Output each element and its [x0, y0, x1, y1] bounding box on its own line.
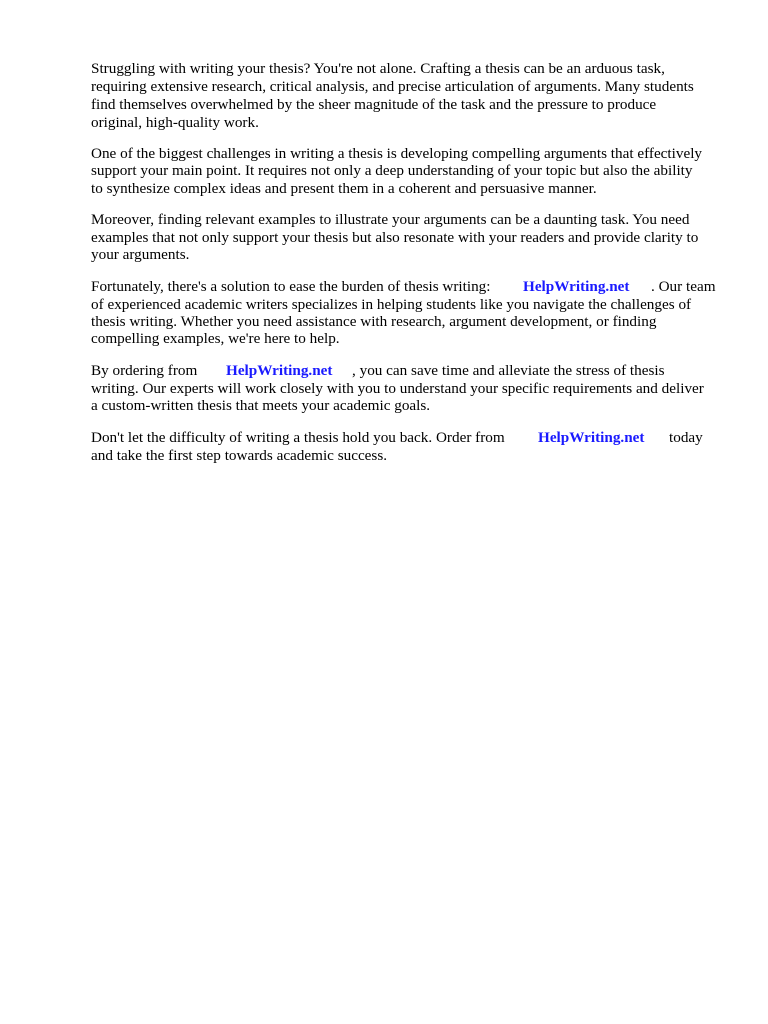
paragraph-1-line-1: Struggling with writing your thesis? You're not alone. Crafting a thesis can be an arduous task,	[91, 60, 665, 77]
paragraph-3-line-1: Moreover, finding relevant examples to illustrate your arguments can be a daunting task. You need	[91, 211, 690, 228]
paragraph-2-line-2: support your main point. It requires not only a deep understanding of your topic but also the ability	[91, 162, 693, 179]
paragraph-1-line-4: original, high-quality work.	[91, 114, 259, 131]
helpwriting-link-3[interactable]: HelpWriting.net	[538, 429, 645, 446]
paragraph-5-line-2: writing. Our experts will work closely with you to understand your specific requirements and deliver	[91, 380, 704, 397]
paragraph-1-line-2: requiring extensive research, critical analysis, and precise articulation of arguments. Many students	[91, 78, 694, 95]
paragraph-4-line-1-start: Fortunately, there's a solution to ease the burden of thesis writing:	[91, 278, 491, 295]
paragraph-4-line-4: compelling examples, we're here to help.	[91, 330, 340, 347]
paragraph-3-line-2: examples that not only support your thesis but also resonate with your readers and provide clarity to	[91, 229, 699, 246]
paragraph-4-line-2: of experienced academic writers specializes in helping students like you navigate the challenges of	[91, 296, 692, 313]
paragraph-5-line-1-end: , you can save time and alleviate the stress of thesis	[352, 362, 665, 379]
paragraph-2-line-1: One of the biggest challenges in writing a thesis is developing compelling arguments that effectively	[91, 145, 703, 162]
helpwriting-link-1[interactable]: HelpWriting.net	[523, 278, 630, 295]
paragraph-4-line-3: thesis writing. Whether you need assistance with research, argument development, or finding	[91, 313, 657, 330]
paragraph-5-line-1-start: By ordering from	[91, 362, 198, 379]
paragraph-3-line-3: your arguments.	[91, 246, 190, 263]
paragraph-6-line-1-start: Don't let the difficulty of writing a thesis hold you back. Order from	[91, 429, 505, 446]
paragraph-6-line-1-end: today	[669, 429, 703, 446]
paragraph-4-line-1-end: . Our team	[651, 278, 716, 295]
helpwriting-link-2[interactable]: HelpWriting.net	[226, 362, 333, 379]
paragraph-5-line-3: a custom-written thesis that meets your academic goals.	[91, 397, 431, 414]
paragraph-1-line-3: find themselves overwhelmed by the sheer magnitude of the task and the pressure to produce	[91, 96, 657, 113]
paragraph-2-line-3: to synthesize complex ideas and present them in a coherent and persuasive manner.	[91, 180, 597, 197]
paragraph-6-line-2: and take the first step towards academic success.	[91, 447, 388, 464]
